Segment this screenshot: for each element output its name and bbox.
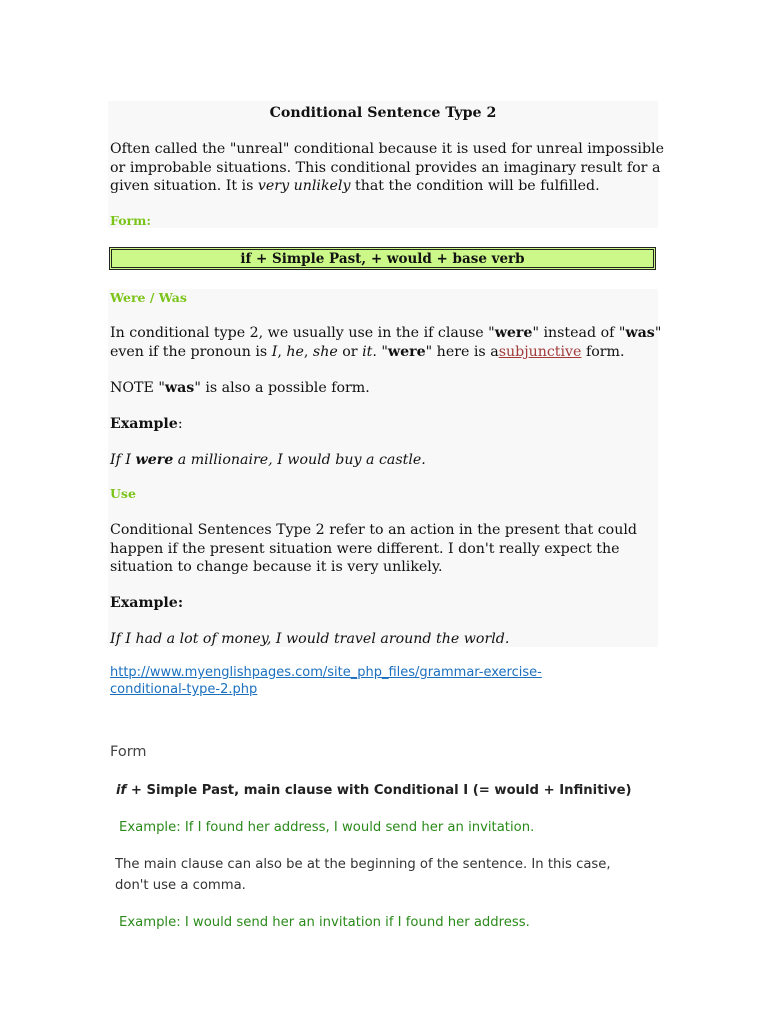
were-word: were	[494, 325, 533, 341]
form-heading: Form	[110, 744, 147, 760]
were-text: or	[337, 344, 363, 360]
were-text: "	[654, 325, 662, 341]
were-text: ,	[277, 344, 287, 360]
form-example-2: Example: I would send her an invitation if I found her address.	[119, 915, 530, 930]
was-word: was	[625, 325, 655, 341]
form-rule-text: + Simple Past, main clause with Conditional I (= would + Infinitive)	[126, 783, 632, 798]
were-text: ,	[303, 344, 313, 360]
use-label: Use	[110, 486, 136, 501]
example-2-label: Example:	[110, 595, 184, 611]
form-note-line-1: The main clause can also be at the beginning of the sentence. In this case,	[115, 857, 611, 872]
use-line-3: situation to change because it is very unlikely.	[110, 559, 443, 575]
exercise-link-line-1[interactable]: http://www.myenglishpages.com/site_php_files/grammar-exercise-	[110, 665, 542, 680]
intro-line-3	[110, 177, 600, 196]
were-word: were	[135, 452, 174, 468]
example-2: If I had a lot of money, I would travel around the world.	[110, 631, 510, 647]
were-text: In conditional type 2, we usually use in the if clause "	[110, 325, 495, 341]
were-text: . "	[372, 344, 388, 360]
form-example-1: Example: If I found her address, I would send her an invitation.	[119, 820, 535, 835]
pronoun: I	[271, 344, 278, 360]
intro-line-1: Often called the "unreal" conditional because it is used for unreal impossible	[110, 141, 664, 157]
were-para-line-2	[110, 343, 625, 362]
form-rule	[116, 783, 632, 798]
form-label: Form:	[110, 213, 151, 228]
note-line	[110, 379, 370, 398]
example-label-colon: :	[177, 416, 183, 432]
formula-box	[109, 247, 656, 270]
note-text: " is also a possible form.	[194, 380, 370, 396]
were-text: " here is a	[425, 344, 499, 360]
formula-text: if + Simple Past, + would + base verb	[240, 250, 525, 267]
example-1-label	[110, 415, 183, 434]
were-text: form.	[581, 344, 625, 360]
use-line-2: happen if the present situation were different. I don't really expect the	[110, 541, 620, 557]
were-para-line-1	[110, 324, 661, 343]
was-word: was	[164, 380, 195, 396]
example-text: If I	[110, 452, 136, 468]
note-text: NOTE "	[110, 380, 165, 396]
page-title: Conditional Sentence Type 2	[269, 105, 497, 121]
pronoun: she	[312, 344, 338, 360]
were-word: were	[387, 344, 426, 360]
example-1	[110, 451, 426, 470]
use-line-1: Conditional Sentences Type 2 refer to an action in the present that could	[110, 522, 637, 538]
pronoun: it	[362, 344, 373, 360]
were-text: even if the pronoun is	[110, 344, 272, 360]
intro-text: given situation. It is	[110, 178, 258, 194]
subjunctive-link[interactable]: subjunctive	[498, 344, 582, 360]
intro-text-end: that the condition will be fulfilled.	[350, 178, 600, 194]
were-text: " instead of "	[532, 325, 626, 341]
example-text: a millionaire, I would buy a castle.	[173, 452, 426, 468]
if-word: if	[116, 783, 127, 798]
intro-line-2: or improbable situations. This conditional provides an imaginary result for a	[110, 160, 661, 176]
exercise-link-line-2[interactable]: conditional-type-2.php	[110, 682, 258, 697]
form-note-line-2: don't use a comma.	[115, 878, 246, 893]
were-was-label: Were / Was	[110, 290, 187, 305]
intro-emphasis: very unlikely	[257, 178, 351, 194]
example-label-text: Example	[110, 416, 178, 432]
pronoun: he	[286, 344, 304, 360]
